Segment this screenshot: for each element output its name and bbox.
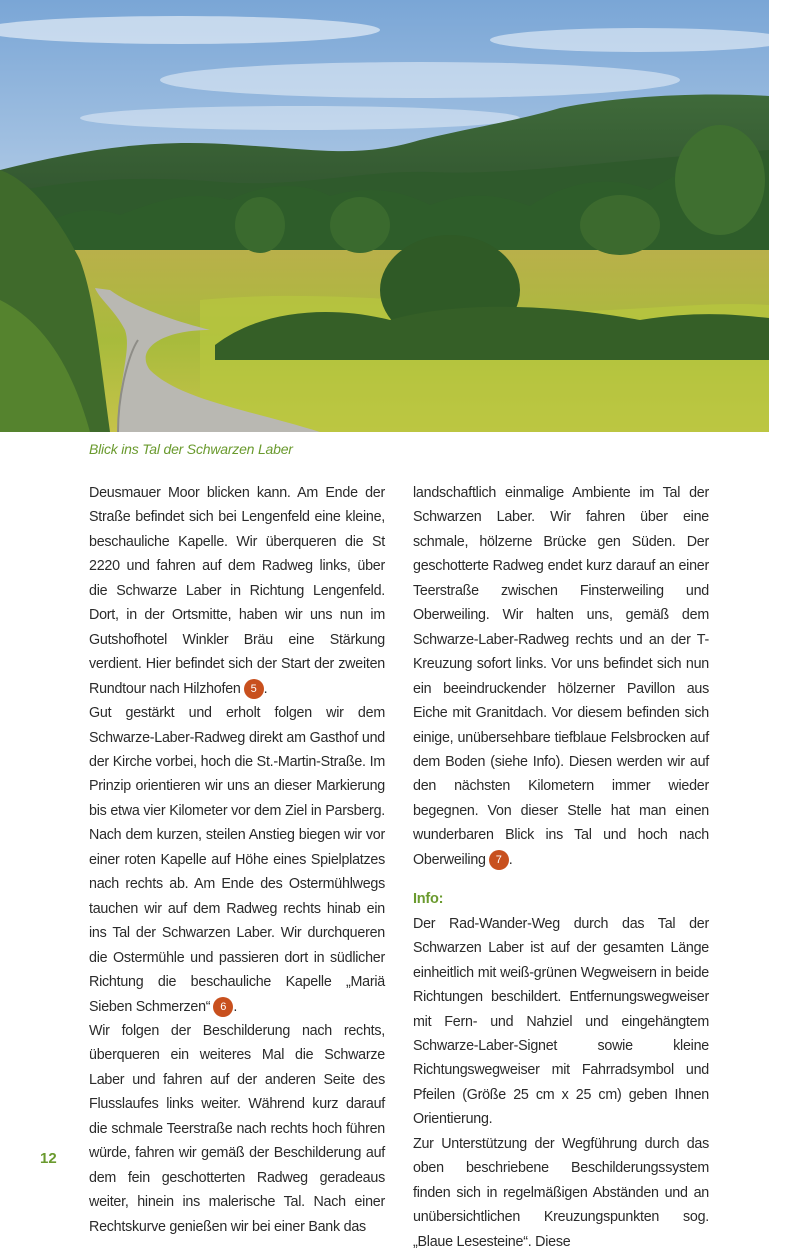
photo-caption: Blick ins Tal der Schwarzen Laber xyxy=(89,441,293,457)
info-paragraph: Der Rad-Wander-Weg durch das Tal der Schwarzen Laber ist auf der gesamten Länge einheitlich mit weiß-grünen Wegweisern in beide Richtungen beschildert. Entfernungswegweiser mit Fern- und Nahziel und eingehängtem Schwarze-Laber-Signet sowie kleine Richtungswegweiser mit Fahrradsymbol und Pfeilen (Größe 25 cm x 25 cm) geben Ihnen Orientierung. xyxy=(413,915,709,1128)
paragraph-text: landschaftlich einmalige Ambiente im Tal der Schwarzen Laber. Wir fahren über eine schmale, hölzerne Brücke gen Süden. Der geschotterte Radweg endet kurz darauf an einer Teerstraße zwischen Finsterweiling und Oberweiling. Wir halten uns, gemäß dem Schwarze-Laber-Radweg rechts und an der T-Kreuzung sofort links. Vor uns befindet sich nun ein beeindruckender hölzerner Pavillon aus Eiche mit Granitdach. Vor diesem befinden sich einige, unübersehbare tiefblaue Felsbrocken auf dem Boden (siehe Info). Diesen werden wir auf den nächsten Kilometern immer wieder begegnen. Von dieser Stelle hat man einen wunderbaren Blick ins Tal und hoch nach Oberweiling xyxy=(413,485,709,868)
route-marker-7: 7 xyxy=(489,850,509,870)
right-column xyxy=(413,481,709,1254)
paragraph: Wir folgen der Beschilderung nach rechts, überqueren ein weiteres Mal die Schwarze Laber und fahren auf der anderen Seite des Flusslaufes links weiter. Während kurz darauf die schmale Teerstraße nach rechts hoch führen würde, fahren wir gemäß der Beschilderung auf dem fein geschotterten Radweg geradeaus weiter, hinein ins malerische Tal. Nach einer Rechtskurve genießen wir bei einer Bank das xyxy=(89,1022,385,1235)
route-marker-6: 6 xyxy=(213,997,233,1017)
paragraph: landschaftlich einmalige Ambiente im Tal der Schwarzen Laber. Wir fahren über eine schmale, hölzerne Brücke gen Süden. Der geschotterte Radweg endet kurz darauf an einer Teerstraße zwischen Finsterweiling und Oberweiling. Wir halten uns, gemäß dem Schwarze-Laber-Radweg rechts und an der T-Kreuzung sofort links. Vor uns befindet sich nun ein beeindruckender hölzerner Pavillon aus Eiche mit Granitdach. Vor diesem befinden sich einige, unübersehbare tiefblaue Felsbrocken auf dem Boden (siehe Info). Diesen werden wir auf den nächsten Kilometern immer wieder begegnen. Von dieser Stelle hat man einen wunderbaren Blick ins Tal und hoch nach Oberweiling 7 . xyxy=(413,481,709,872)
paragraph-text: Gut gestärkt und erholt folgen wir dem Schwarze-Laber-Radweg direkt am Gasthof und der Kirche vorbei, hoch die St.-Martin-Straße. Im Prinzip orientieren wir uns an dieser Markierung bis etwa vier Kilometer vor dem Ziel in Parsberg. Nach dem kurzen, steilen Anstieg biegen wir vor einer roten Kapelle auf Höhe eines Spielplatzes nach rechts ab. Am Ende des Ostermühlwegs tauchen wir auf dem Radweg rechts hinab ein ins Tal der Schwarzen Laber. Wir durchqueren die Ostermühle und passieren dort in südlicher Richtung die beschauliche Kapelle „Mariä Sieben Schmerzen“ xyxy=(89,705,385,1015)
info-paragraph: Zur Unterstützung der Wegführung durch das oben beschriebene Beschilderungssystem finden sich in regelmäßigen Abständen und an unübersichtlichen Kreuzungspunkten sog. „Blaue Lesesteine“. Diese xyxy=(413,1135,709,1250)
paragraph-text: Deusmauer Moor blicken kann. Am Ende der Straße befindet sich bei Lengenfeld eine kleine, beschauliche Kapelle. Wir überqueren die St 2220 und fahren auf dem Radweg links, über die Schwarze Laber in Richtung Lengenfeld. Dort, in der Ortsmitte, haben wir uns nun im Gutshofhotel Winkler Bräu eine Stärkung verdient. Hier befindet sich der Start der zweiten Rundtour nach Hilzhofen xyxy=(89,485,385,697)
landscape-photo xyxy=(0,0,769,432)
page-number: 12 xyxy=(40,1150,57,1167)
route-marker-5: 5 xyxy=(244,679,264,699)
info-heading: Info: xyxy=(413,891,444,908)
left-column xyxy=(89,481,385,1239)
paragraph: Deusmauer Moor blicken kann. Am Ende der Straße befindet sich bei Lengenfeld eine kleine, beschauliche Kapelle. Wir überqueren die St 2220 und fahren auf dem Radweg links, über die Schwarze Laber in Richtung Lengenfeld. Dort, in der Ortsmitte, haben wir uns nun im Gutshofhotel Winkler Bräu eine Stärkung verdient. Hier befindet sich der Start der zweiten Rundtour nach Hilzhofen 5 . xyxy=(89,481,385,701)
paragraph: Gut gestärkt und erholt folgen wir dem Schwarze-Laber-Radweg direkt am Gasthof und der Kirche vorbei, hoch die St.-Martin-Straße. Im Prinzip orientieren wir uns an dieser Markierung bis etwa vier Kilometer vor dem Ziel in Parsberg. Nach dem kurzen, steilen Anstieg biegen wir vor einer roten Kapelle auf Höhe eines Spielplatzes nach rechts ab. Am Ende des Ostermühlwegs tauchen wir auf dem Radweg rechts hinab ein ins Tal der Schwarzen Laber. Wir durchqueren die Ostermühle und passieren dort in südlicher Richtung die beschauliche Kapelle „Mariä Sieben Schmerzen“ 6 . xyxy=(89,701,385,1019)
